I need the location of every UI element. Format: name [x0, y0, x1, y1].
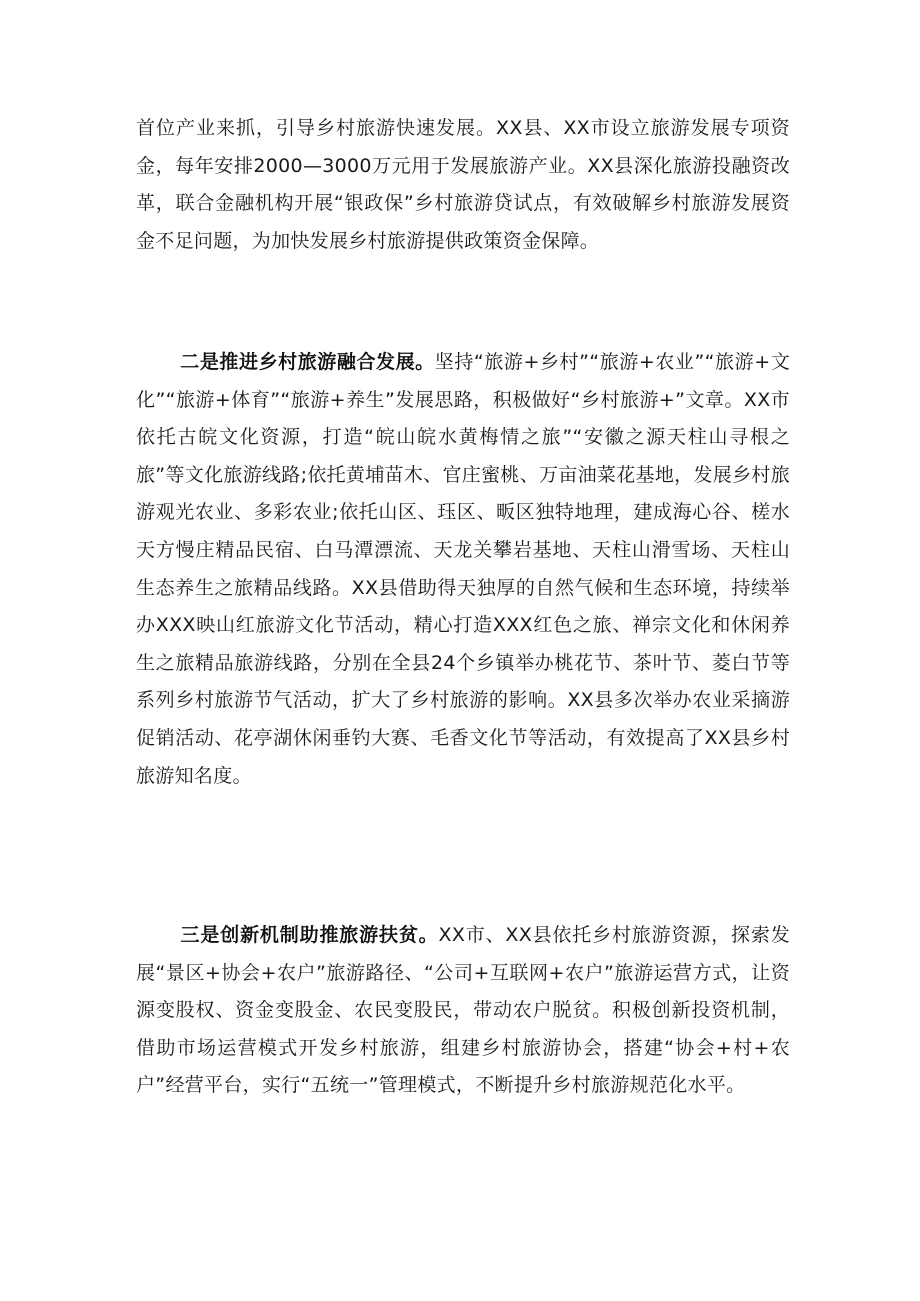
paragraph-3-body: XX市、XX县依托乡村旅游资源，探索发展“景区+协会+农户”旅游路径、“公司+互联网+农户”旅游运营方式，让资源变股权、资金变股金、农民变股民，带动农户脱贫。积极创新投资机制，借助市场运营模式开发乡村旅游，组建乡村旅游协会，搭建“协会+村+农户”经营平台，实行“五统一”管理模式，不断提升乡村旅游规范化水平。	[136, 924, 791, 1097]
paragraph-1-body: 首位产业来抓，引导乡村旅游快速发展。XX县、XX市设立旅游发展专项资金，每年安排2000—3000万元用于发展旅游产业。XX县深化旅游投融资改革，联合金融机构开展“银政保”乡村旅游贷试点，有效破解乡村旅游发展资金不足问题，为加快发展乡村旅游提供政策资金保障。	[136, 117, 790, 252]
paragraph-2-body: 坚持“旅游+乡村”“旅游+农业”“旅游+文化”“旅游+体育”“旅游+养生”发展思路，积极做好“乡村旅游+”文章。XX市依托古皖文化资源，打造“皖山皖水黄梅情之旅”“安徽之源天柱山寻根之旅”等文化旅游线路;依托黄埔苗木、官庄蜜桃、万亩油菜花基地，发展乡村旅游观光农业、多彩农业;依托山区、珏区、畈区独特地理，建成海心谷、槎水天方慢庄精品民宿、白马潭漂流、天龙关攀岩基地、天柱山滑雪场、天柱山生态养生之旅精品线路。XX县借助得天独厚的自然气候和生态环境，持续举办XXX映山红旅游文化节活动，精心打造XXX红色之旅、禅宗文化和休闲养生之旅精品旅游线路，分别在全县24个乡镇举办桃花节、茶叶节、菱白节等系列乡村旅游节气活动，扩大了乡村旅游的影响。XX县多次举办农业采摘游促销活动、花亭湖休闲垂钓大赛、毛香文化节等活动，有效提高了XX县乡村旅游知名度。	[136, 351, 790, 787]
paragraph-3-heading: 三是创新机制助推旅游扶贫。	[180, 924, 439, 946]
paragraph-integration	[136, 344, 790, 795]
paragraph-mechanism	[136, 917, 790, 1105]
paragraph-continuation	[136, 110, 790, 260]
paragraph-2-heading: 二是推进乡村旅游融合发展。	[180, 351, 435, 373]
